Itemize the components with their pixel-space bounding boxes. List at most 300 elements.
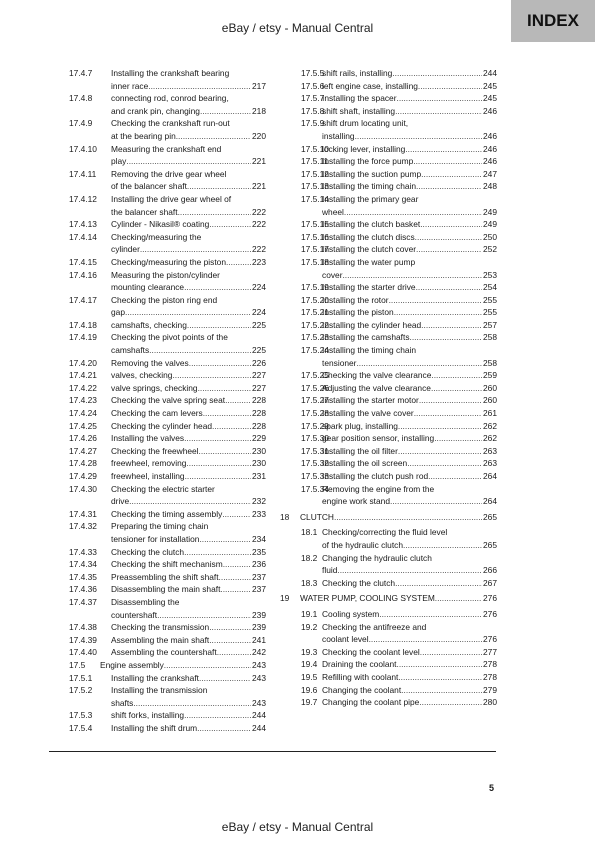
dot-leader (199, 445, 251, 458)
dot-leader (337, 564, 482, 577)
toc-entry[interactable] (69, 558, 266, 571)
toc-entry[interactable] (69, 67, 266, 92)
toc-entry-title: Checking the transmission (111, 622, 210, 633)
toc-entry-title: inner race (111, 80, 149, 91)
toc-entry-page: 280 (483, 697, 497, 708)
toc-entry[interactable] (69, 407, 266, 420)
toc-entry-title: Installing the force pump (322, 156, 414, 167)
dot-leader (395, 577, 482, 590)
toc-entry[interactable] (280, 294, 497, 307)
toc-entry-title-line: Measuring the piston/cylinder (111, 269, 220, 280)
toc-entry-number: 17.5.30 (301, 433, 329, 444)
toc-entry-title: Engine assembly (100, 659, 164, 670)
dot-leader (389, 294, 482, 307)
toc-entry[interactable] (69, 256, 266, 269)
dot-leader (164, 659, 251, 672)
toc-entry[interactable] (69, 143, 266, 168)
toc-entry-page: 262 (483, 420, 497, 431)
toc-entry-page: 228 (252, 420, 266, 431)
toc-entry-title: Installing the valve cover (322, 408, 414, 419)
toc-entry-title-line: Checking the antifreeze and (322, 621, 427, 632)
toc-entry[interactable] (69, 420, 266, 433)
toc-entry[interactable] (69, 432, 266, 445)
dot-leader (126, 155, 251, 168)
toc-entry-number: 17.5.29 (301, 420, 329, 431)
toc-entry-title-line: Installing the crankshaft bearing (111, 68, 230, 78)
toc-entry-page: 224 (252, 282, 266, 293)
toc-entry-title: cylinder (111, 244, 140, 255)
toc-entry-title: Installing the starter drive (322, 282, 416, 293)
toc-entry-title: drive (111, 496, 130, 507)
toc-entry[interactable] (280, 143, 497, 156)
toc-entry-page: 278 (483, 671, 497, 682)
toc-entry-number: 17.5.9 (301, 118, 325, 129)
toc-entry-title: gap (111, 307, 125, 318)
toc-entry-page: 239 (252, 622, 266, 633)
toc-entry-title: Removing the valves (111, 357, 189, 368)
toc-entry[interactable] (69, 394, 266, 407)
toc-entry-page: 227 (252, 382, 266, 393)
toc-entry-title-line: connecting rod, conrod bearing, (111, 93, 229, 104)
toc-entry[interactable] (69, 508, 266, 521)
toc-entry[interactable] (280, 80, 497, 93)
toc-entry-title: spark plug, installing (322, 420, 398, 431)
toc-right-column (280, 67, 497, 709)
toc-entry-page: 237 (252, 571, 266, 582)
toc-entry-title: Installing the suction pump (322, 168, 422, 179)
toc-entry[interactable] (69, 218, 266, 231)
toc-entry-number: 17.4.32 (69, 521, 97, 532)
toc-entry[interactable] (280, 92, 497, 105)
toc-entry-title-line: Installing the timing chain (322, 345, 417, 356)
toc-entry-title: freewheel, installing (111, 471, 185, 481)
toc-entry-title: Adjusting the valve clearance (322, 382, 431, 393)
toc-entry-number: 17.5.15 (301, 219, 329, 230)
dot-leader (203, 407, 251, 420)
toc-entry-number: 17.4.8 (69, 93, 93, 104)
toc-entry-page: 247 (483, 168, 497, 179)
dot-leader (398, 671, 482, 684)
toc-entry-page: 227 (252, 370, 266, 381)
toc-entry[interactable] (280, 67, 497, 80)
toc-entry-title: CLUTCH (300, 511, 334, 522)
toc-entry[interactable] (69, 583, 266, 596)
toc-entry-title: installing (322, 130, 355, 141)
dot-leader (428, 470, 482, 483)
toc-entry-page: 222 (252, 244, 266, 255)
toc-entry-title: locking lever, installing (322, 143, 406, 154)
toc-entry-page: 244 (252, 710, 266, 721)
toc-entry[interactable] (69, 571, 266, 584)
toc-entry-page: 241 (252, 634, 266, 645)
toc-entry[interactable] (69, 470, 266, 483)
dot-leader (129, 495, 251, 508)
toc-entry-title: camshafts, checking (111, 319, 187, 330)
toc-entry-title: shift shaft, installing (322, 105, 396, 116)
toc-entry[interactable] (280, 445, 497, 458)
toc-entry-number: 17.4.10 (69, 143, 97, 154)
toc-entry-number: 17.4.38 (69, 622, 97, 633)
toc-entry-page: 264 (483, 471, 497, 481)
toc-entry[interactable] (280, 256, 497, 281)
dot-leader (133, 697, 251, 710)
toc-entry-page: 263 (483, 445, 497, 456)
toc-entry[interactable] (280, 511, 497, 524)
index-tab[interactable]: INDEX (511, 0, 595, 42)
toc-entry-title: shafts (111, 697, 134, 708)
toc-entry[interactable] (280, 577, 497, 590)
toc-entry[interactable] (280, 552, 497, 577)
toc-entry-number: 17.4.9 (69, 118, 93, 129)
toc-entry[interactable] (280, 117, 497, 142)
dot-leader (222, 508, 251, 521)
toc-entry-page: 258 (483, 332, 497, 343)
toc-entry[interactable] (69, 445, 266, 458)
toc-entry-page: 259 (483, 370, 497, 381)
toc-entry-title: cover (322, 269, 343, 280)
toc-entry-number: 19.7 (301, 697, 318, 708)
toc-entry-number: 17.4.33 (69, 546, 97, 557)
toc-entry-number: 18.1 (301, 527, 318, 538)
toc-entry-number: 17.5.32 (301, 458, 329, 469)
toc-entry[interactable] (280, 671, 497, 684)
toc-entry-number: 17.5.8 (301, 105, 325, 116)
toc-entry-title-line: Installing the water pump (322, 256, 416, 267)
toc-entry-page: 255 (483, 307, 497, 318)
page-number: 5 (489, 783, 495, 793)
toc-entry-page: 264 (483, 496, 497, 507)
toc-entry[interactable] (280, 696, 497, 709)
toc-entry[interactable] (69, 709, 266, 722)
toc-entry-number: 17.4.35 (69, 571, 97, 582)
toc-entry-title-line: Installing the drive gear wheel of (111, 193, 232, 204)
toc-entry[interactable] (280, 646, 497, 659)
dot-leader (369, 633, 482, 646)
toc-entry[interactable] (280, 382, 497, 395)
toc-entry[interactable] (69, 659, 266, 672)
toc-entry-title: Draining the coolant (322, 659, 397, 670)
toc-entry-number: 17.5.12 (301, 168, 329, 179)
toc-entry-number: 17.4.18 (69, 319, 97, 330)
toc-entry[interactable] (280, 394, 497, 407)
dot-leader (421, 168, 482, 181)
toc-entry-title: countershaft (111, 609, 158, 620)
toc-entry-number: 17.4.14 (69, 231, 97, 242)
toc-entry-title: Cylinder - Nikasil® coating (111, 219, 210, 230)
toc-entry-title: tensioner (322, 357, 357, 368)
toc-entry[interactable] (69, 294, 266, 319)
toc-entry-page: 226 (252, 357, 266, 368)
dot-leader (209, 634, 251, 647)
toc-entry-page: 237 (252, 584, 266, 595)
toc-entry-number: 17.5.14 (301, 193, 329, 204)
toc-entry-title-line: shift drum locating unit, (322, 118, 409, 129)
toc-entry[interactable] (69, 117, 266, 142)
toc-entry-number: 17.4.27 (69, 445, 97, 456)
toc-entry-number: 17.5.28 (301, 408, 329, 419)
toc-entry-title: Checking the coolant level (322, 646, 420, 657)
toc-entry-number: 17.5.34 (301, 483, 329, 494)
toc-entry-title: the balancer shaft (111, 206, 178, 217)
toc-entry-page: 217 (252, 80, 266, 91)
toc-entry-page: 246 (483, 156, 497, 167)
toc-entry[interactable] (280, 407, 497, 420)
toc-entry-number: 17.5.24 (301, 345, 329, 356)
dot-leader (392, 67, 482, 80)
toc-entry-number: 17.5.33 (301, 471, 329, 481)
toc-entry-number: 17.5.7 (301, 93, 325, 104)
toc-entry[interactable] (280, 243, 497, 256)
toc-entry-page: 223 (252, 256, 266, 267)
toc-entry[interactable] (280, 218, 497, 231)
toc-entry-page: 230 (252, 458, 266, 469)
toc-entry-title: shift rails, installing (322, 68, 393, 78)
dot-leader (223, 558, 251, 571)
toc-entry-page: 262 (483, 433, 497, 444)
toc-entry[interactable] (280, 621, 497, 646)
toc-entry[interactable] (69, 672, 266, 685)
dot-leader (184, 709, 251, 722)
toc-entry-title-line: Installing the transmission (111, 685, 208, 696)
toc-entry[interactable] (69, 331, 266, 356)
toc-entry-title: Installing the timing chain (322, 181, 417, 192)
toc-entry[interactable] (280, 369, 497, 382)
dot-leader (187, 180, 251, 193)
toc-entry-title: Installing the oil screen (322, 458, 408, 469)
toc-entry[interactable] (280, 180, 497, 193)
toc-entry-title: WATER PUMP, COOLING SYSTEM (300, 593, 435, 604)
toc-entry[interactable] (280, 155, 497, 168)
toc-entry-page: 250 (483, 231, 497, 242)
toc-entry-page: 255 (483, 294, 497, 305)
toc-entry-title: Installing the oil filter (322, 445, 398, 456)
toc-entry[interactable] (280, 306, 497, 319)
toc-entry[interactable] (280, 231, 497, 244)
toc-entry[interactable] (69, 722, 266, 735)
toc-entry[interactable] (69, 369, 266, 382)
toc-entry-page: 254 (483, 282, 497, 293)
toc-entry-number: 17.4.30 (69, 483, 97, 494)
toc-entry-number: 17.5.3 (69, 710, 93, 721)
toc-entry-title: Preassembling the shift shaft (111, 571, 219, 582)
toc-entry-page: 234 (252, 533, 266, 544)
dot-leader (379, 608, 482, 621)
toc-entry-page: 228 (252, 408, 266, 419)
toc-entry-number: 17.4.25 (69, 420, 97, 431)
toc-entry[interactable] (280, 331, 497, 344)
toc-entry-number: 17.4.28 (69, 458, 97, 469)
toc-entry[interactable] (280, 470, 497, 483)
toc-entry-number: 17.4.13 (69, 219, 97, 230)
toc-entry-number: 17.4.26 (69, 433, 97, 444)
toc-entry-number: 17.4.34 (69, 559, 97, 570)
toc-entry-page: 224 (252, 307, 266, 318)
toc-entry[interactable] (69, 357, 266, 370)
toc-entry[interactable] (280, 344, 497, 369)
toc-entry-title: Checking the cylinder head (111, 420, 213, 431)
toc-entry[interactable] (280, 457, 497, 470)
toc-entry-title: coolant level (322, 634, 369, 645)
dot-leader (390, 495, 482, 508)
toc-entry-page: 276 (483, 608, 497, 619)
toc-entry-number: 17.5.26 (301, 382, 329, 393)
dot-leader (395, 105, 482, 118)
toc-entry-title: Installing the rotor (322, 294, 389, 305)
dot-leader (344, 206, 482, 219)
toc-entry-page: 245 (483, 93, 497, 104)
dot-leader (403, 539, 482, 552)
dot-leader (356, 357, 482, 370)
toc-entry-number: 17.5.27 (301, 395, 329, 406)
toc-entry[interactable] (69, 457, 266, 470)
dot-leader (209, 621, 251, 634)
toc-entry-number: 17.4.40 (69, 647, 97, 658)
toc-entry-title: Installing the starter motor (322, 395, 419, 406)
dot-leader (342, 269, 482, 282)
toc-entry-title-line: Checking/correcting the fluid level (322, 527, 448, 538)
toc-entry[interactable] (69, 382, 266, 395)
toc-entry-title: of the balancer shaft (111, 181, 187, 192)
toc-entry[interactable] (280, 168, 497, 181)
toc-entry[interactable] (69, 596, 266, 621)
toc-entry[interactable] (69, 319, 266, 332)
toc-entry-title-line: Measuring the crankshaft end (111, 143, 222, 154)
toc-entry-page: 266 (483, 565, 497, 576)
toc-entry-page: 222 (252, 206, 266, 217)
toc-entry-number: 17.4.19 (69, 332, 97, 343)
toc-entry-number: 17.4.11 (69, 168, 97, 179)
toc-entry-page: 246 (483, 143, 497, 154)
toc-entry[interactable] (280, 193, 497, 218)
dot-leader (420, 218, 482, 231)
toc-entry[interactable] (280, 526, 497, 551)
toc-entry-page: 235 (252, 546, 266, 557)
toc-entry[interactable] (69, 269, 266, 294)
toc-entry[interactable] (69, 92, 266, 117)
toc-entry-title: Disassembling the main shaft (111, 584, 221, 595)
toc-entry-page: 221 (252, 156, 266, 167)
toc-entry-number: 17.5.23 (301, 332, 329, 343)
toc-entry-number: 17.4.20 (69, 357, 97, 368)
toc-entry-number: 19.4 (301, 659, 318, 670)
toc-entry-number: 19.5 (301, 671, 318, 682)
toc-entry-number: 17.4.16 (69, 269, 97, 280)
toc-entry-title-line: Checking the pivot points of the (111, 332, 228, 343)
toc-entry-title: shift forks, installing (111, 710, 185, 721)
toc-entry-number: 17.4.24 (69, 408, 97, 419)
toc-entry-title: at the bearing pin (111, 130, 176, 141)
dot-leader (405, 143, 482, 156)
toc-entry-number: 17.5.2 (69, 685, 93, 696)
toc-entry-page: 222 (252, 219, 266, 230)
toc-entry[interactable] (69, 520, 266, 545)
dot-leader (434, 432, 482, 445)
dot-leader (334, 511, 482, 524)
toc-entry[interactable] (280, 420, 497, 433)
toc-entry-title: Installing the spacer (322, 93, 397, 104)
toc-entry-title: Assembling the main shaft (111, 634, 210, 645)
toc-entry-title: gear position sensor, installing (322, 433, 435, 444)
toc-entry[interactable] (69, 646, 266, 659)
toc-entry-title: and crank pin, changing (111, 105, 200, 116)
toc-entry-title: Installing the clutch push rod (322, 471, 429, 481)
dot-leader (410, 331, 482, 344)
toc-entry[interactable] (280, 281, 497, 294)
toc-entry[interactable] (280, 684, 497, 697)
toc-entry-page: 232 (252, 496, 266, 507)
toc-entry[interactable] (280, 658, 497, 671)
toc-entry[interactable] (280, 608, 497, 621)
toc-entry[interactable] (280, 483, 497, 508)
dot-leader (420, 646, 482, 659)
toc-entry-number: 17.4.12 (69, 193, 97, 204)
toc-entry-title: Changing the coolant (322, 684, 402, 695)
toc-entry[interactable] (69, 483, 266, 508)
toc-entry-page: 249 (483, 219, 497, 230)
toc-entry[interactable] (280, 319, 497, 332)
toc-entry-number: 17.5.5 (301, 68, 325, 78)
toc-entry-number: 18.2 (301, 552, 318, 563)
toc-entry[interactable] (69, 634, 266, 647)
toc-entry-page: 243 (252, 697, 266, 708)
dot-leader (419, 696, 482, 709)
toc-entry-number: 17.5.18 (301, 256, 329, 267)
dot-leader (394, 306, 482, 319)
toc-entry[interactable] (280, 432, 497, 445)
page-footer: eBay / etsy - Manual Central (221, 820, 374, 834)
toc-entry-title: left engine case, installing (322, 80, 418, 91)
toc-entry-number: 18.3 (301, 577, 318, 588)
toc-entry-page: 265 (483, 511, 497, 522)
toc-entry[interactable] (69, 231, 266, 256)
dot-leader (416, 243, 482, 256)
dot-leader (413, 155, 482, 168)
toc-entry-title: Installing the clutch basket (322, 219, 421, 230)
toc-entry[interactable] (280, 592, 497, 605)
toc-entry-number: 17.5.25 (301, 370, 329, 381)
toc-entry[interactable] (280, 105, 497, 118)
toc-entry[interactable] (69, 684, 266, 709)
toc-entry-page: 242 (252, 647, 266, 658)
toc-entry-page: 279 (483, 684, 497, 695)
dot-leader (178, 206, 251, 219)
dot-leader (397, 658, 483, 671)
toc-entry-page: 246 (483, 105, 497, 116)
toc-entry-title: mounting clearance (111, 282, 185, 293)
toc-entry-page: 276 (483, 593, 497, 604)
toc-entry-title-line: Removing the drive gear wheel (111, 168, 227, 179)
dot-leader (189, 357, 251, 370)
dot-leader (398, 445, 482, 458)
dot-leader (435, 592, 482, 605)
toc-entry-number: 17.5.13 (301, 181, 329, 192)
toc-entry[interactable] (69, 168, 266, 193)
dot-leader (198, 382, 251, 395)
dot-leader (355, 130, 482, 143)
toc-entry-number: 19.3 (301, 646, 318, 657)
dot-leader (414, 407, 482, 420)
toc-entry[interactable] (69, 621, 266, 634)
toc-entry-page: 244 (252, 722, 266, 733)
toc-entry[interactable] (69, 546, 266, 559)
toc-entry[interactable] (69, 193, 266, 218)
toc-entry-title: Checking the timing assembly (111, 508, 223, 519)
dot-leader (199, 533, 251, 546)
toc-entry-number: 17.4.21 (69, 370, 97, 381)
toc-entry-title: Checking the valve clearance (322, 370, 432, 381)
toc-entry-title: Changing the coolant pipe (322, 697, 420, 708)
toc-entry-title: Installing the camshafts (322, 332, 410, 343)
